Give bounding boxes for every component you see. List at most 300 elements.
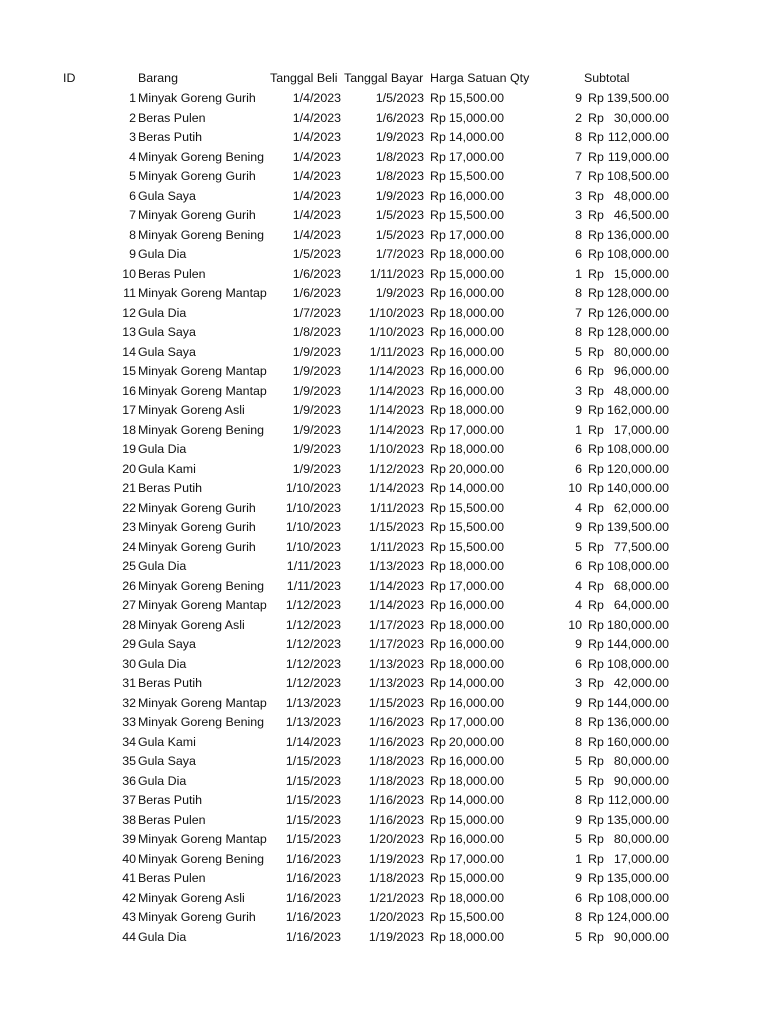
cell-subtotal: 160,000.00 [606,734,669,749]
cell-qty: 1 [575,422,582,437]
cell-subtotal: 135,000.00 [606,871,669,885]
cell-tanggal-bayar: 1/11/2023 [369,500,424,515]
cell-qty: 5 [575,773,582,788]
cell-harga-satuan: 16,000.00 [448,695,504,710]
table-row [0,674,768,694]
cell-harga-satuan: 18,000.00 [448,656,504,671]
cell-tanggal-beli: 1/12/2023 [285,598,341,612]
cell-subtotal-currency: Rp [588,715,604,729]
cell-barang: Beras Putih [138,793,203,807]
cell-harga-satuan: 15,500.00 [448,169,504,183]
cell-tanggal-beli: 1/12/2023 [285,656,341,671]
cell-subtotal: 144,000.00 [606,695,669,710]
cell-id: 25 [122,559,136,573]
cell-qty: 9 [575,812,582,827]
cell-qty: 8 [575,227,582,242]
table-row [0,187,768,207]
cell-subtotal-currency: Rp [588,929,604,944]
cell-tanggal-bayar: 1/13/2023 [368,676,424,690]
table-row [0,284,768,304]
cell-tanggal-bayar: 1/10/2023 [368,305,424,320]
cell-subtotal-currency: Rp [588,871,604,885]
cell-tanggal-beli: 1/9/2023 [292,383,341,398]
cell-subtotal: 68,000.00 [613,578,669,593]
cell-harga-currency: Rp [430,578,446,593]
cell-id: 7 [129,208,136,222]
cell-tanggal-beli: 1/4/2023 [292,208,341,222]
cell-subtotal-currency: Rp [588,461,604,476]
cell-harga-satuan: 15,000.00 [448,871,504,885]
cell-tanggal-beli: 1/13/2023 [285,695,341,710]
cell-tanggal-beli: 1/7/2023 [292,305,341,320]
cell-harga-currency: Rp [430,539,446,554]
cell-subtotal-currency: Rp [588,247,604,261]
cell-id: 3 [129,130,136,144]
cell-harga-satuan: 14,000.00 [448,676,504,690]
cell-harga-currency: Rp [430,773,446,788]
cell-barang: Beras Putih [138,481,203,495]
cell-subtotal-currency: Rp [588,773,604,788]
cell-subtotal: 108,000.00 [606,442,669,456]
cell-id: 1 [129,91,136,105]
cell-qty: 7 [575,169,582,183]
cell-tanggal-bayar: 1/12/2023 [368,461,424,476]
cell-id: 36 [122,773,136,788]
cell-subtotal-currency: Rp [588,676,604,690]
header-barang: Barang [138,71,178,85]
table-row [0,518,768,538]
cell-tanggal-bayar: 1/20/2023 [368,910,424,924]
cell-harga-satuan: 15,000.00 [448,812,504,827]
table-row [0,596,768,616]
cell-harga-currency: Rp [430,110,446,125]
cell-id: 11 [123,286,136,300]
cell-subtotal: 126,000.00 [606,305,669,320]
cell-harga-satuan: 16,000.00 [448,344,504,359]
cell-qty: 3 [575,383,582,398]
cell-qty: 9 [575,91,582,105]
cell-qty: 6 [575,247,582,261]
cell-tanggal-bayar: 1/14/2023 [368,364,424,378]
cell-subtotal-currency: Rp [588,286,604,300]
cell-harga-currency: Rp [430,929,446,944]
cell-harga-currency: Rp [430,617,446,632]
table-row [0,869,768,889]
cell-tanggal-bayar: 1/17/2023 [368,637,424,651]
cell-harga-currency: Rp [430,656,446,671]
cell-harga-currency: Rp [430,227,446,242]
cell-tanggal-bayar: 1/11/2023 [369,539,424,554]
cell-harga-satuan: 14,000.00 [448,130,504,144]
table-row [0,362,768,382]
cell-tanggal-beli: 1/4/2023 [292,149,341,164]
cell-barang: Gula Dia [138,929,187,944]
cell-tanggal-bayar: 1/21/2023 [368,890,424,905]
table-row [0,245,768,265]
cell-barang: Gula Dia [138,442,187,456]
cell-subtotal-currency: Rp [588,227,604,242]
cell-harga-currency: Rp [430,734,446,749]
table-row [0,226,768,246]
cell-subtotal: 108,000.00 [606,656,669,671]
cell-harga-satuan: 15,000.00 [448,266,504,281]
cell-subtotal: 108,000.00 [606,559,669,573]
cell-subtotal: 80,000.00 [613,754,669,768]
cell-tanggal-bayar: 1/18/2023 [368,773,424,788]
cell-subtotal-currency: Rp [588,637,604,651]
cell-harga-satuan: 15,500.00 [448,500,504,515]
cell-tanggal-beli: 1/16/2023 [285,871,341,885]
cell-tanggal-bayar: 1/16/2023 [368,812,424,827]
cell-subtotal: 96,000.00 [613,364,669,378]
cell-id: 10 [122,266,136,281]
cell-subtotal-currency: Rp [588,559,604,573]
cell-tanggal-bayar: 1/5/2023 [375,227,424,242]
cell-subtotal: 108,000.00 [606,890,669,905]
cell-qty: 4 [575,500,582,515]
cell-tanggal-beli: 1/15/2023 [285,773,341,788]
cell-tanggal-beli: 1/16/2023 [285,851,341,866]
cell-tanggal-beli: 1/4/2023 [292,227,341,242]
cell-subtotal-currency: Rp [588,520,604,534]
table-row [0,889,768,909]
cell-subtotal-currency: Rp [588,208,604,222]
cell-subtotal-currency: Rp [588,500,604,515]
table-row [0,908,768,928]
cell-tanggal-beli: 1/15/2023 [285,812,341,827]
cell-barang: Gula Saya [138,754,196,768]
cell-harga-satuan: 15,500.00 [448,520,504,534]
cell-tanggal-beli: 1/4/2023 [292,169,341,183]
table-row [0,401,768,421]
cell-tanggal-beli: 1/11/2023 [286,578,341,593]
cell-subtotal: 42,000.00 [613,676,669,690]
cell-tanggal-bayar: 1/16/2023 [368,793,424,807]
cell-id: 37 [122,793,136,807]
cell-harga-currency: Rp [430,890,446,905]
table-row [0,616,768,636]
cell-barang: Gula Dia [138,656,187,671]
cell-barang: Beras Pulen [138,871,206,885]
cell-harga-currency: Rp [430,130,446,144]
cell-subtotal: 119,000.00 [607,149,669,164]
cell-subtotal: 90,000.00 [613,929,669,944]
cell-qty: 8 [575,286,582,300]
cell-id: 43 [122,910,136,924]
cell-tanggal-bayar: 1/9/2023 [375,188,424,203]
cell-subtotal-currency: Rp [588,422,604,437]
cell-tanggal-bayar: 1/14/2023 [368,383,424,398]
cell-subtotal: 112,000.00 [607,793,669,807]
cell-subtotal: 135,000.00 [606,812,669,827]
table-row [0,304,768,324]
table-row [0,830,768,850]
cell-harga-satuan: 15,500.00 [448,208,504,222]
cell-id: 31 [122,676,136,690]
cell-harga-currency: Rp [430,364,446,378]
cell-subtotal-currency: Rp [588,754,604,768]
cell-tanggal-bayar: 1/20/2023 [368,832,424,846]
cell-harga-satuan: 15,000.00 [448,110,504,125]
cell-subtotal-currency: Rp [588,325,604,339]
cell-subtotal-currency: Rp [588,793,604,807]
cell-tanggal-beli: 1/16/2023 [285,929,341,944]
cell-barang: Beras Putih [138,130,203,144]
cell-subtotal: 15,000.00 [613,266,669,281]
cell-harga-currency: Rp [430,910,446,924]
cell-tanggal-beli: 1/15/2023 [285,754,341,768]
cell-qty: 9 [575,637,582,651]
cell-barang: Minyak Goreng Mantap [138,695,267,710]
cell-tanggal-bayar: 1/11/2023 [369,266,424,281]
cell-id: 9 [129,247,136,261]
cell-subtotal-currency: Rp [588,364,604,378]
cell-qty: 8 [575,793,582,807]
cell-tanggal-beli: 1/15/2023 [285,832,341,846]
cell-barang: Minyak Goreng Bening [138,578,265,593]
table-row [0,772,768,792]
table-row [0,382,768,402]
cell-tanggal-bayar: 1/19/2023 [368,929,424,944]
cell-subtotal: 136,000.00 [606,227,669,242]
cell-barang: Minyak Goreng Gurih [138,208,256,222]
cell-tanggal-bayar: 1/6/2023 [375,110,424,125]
cell-subtotal-currency: Rp [588,832,604,846]
cell-tanggal-beli: 1/12/2023 [285,676,341,690]
cell-tanggal-beli: 1/14/2023 [285,734,341,749]
cell-harga-satuan: 16,000.00 [448,637,504,651]
cell-id: 19 [122,442,136,456]
cell-subtotal: 144,000.00 [606,637,669,651]
cell-barang: Minyak Goreng Asli [138,403,245,417]
cell-harga-currency: Rp [430,715,446,729]
table-row [0,499,768,519]
cell-id: 24 [122,539,136,554]
cell-barang: Minyak Goreng Mantap [138,832,267,846]
cell-tanggal-bayar: 1/14/2023 [368,578,424,593]
cell-harga-currency: Rp [430,442,446,456]
cell-tanggal-bayar: 1/14/2023 [368,481,424,495]
cell-subtotal: 80,000.00 [613,832,669,846]
table-row [0,109,768,129]
cell-tanggal-bayar: 1/10/2023 [368,442,424,456]
cell-barang: Minyak Goreng Gurih [138,539,256,554]
cell-subtotal: 128,000.00 [606,325,669,339]
cell-harga-currency: Rp [430,754,446,768]
cell-harga-currency: Rp [430,598,446,612]
cell-tanggal-beli: 1/4/2023 [292,91,341,105]
cell-tanggal-beli: 1/16/2023 [285,910,341,924]
cell-id: 22 [122,500,136,515]
cell-id: 4 [129,149,136,164]
cell-barang: Gula Dia [138,305,187,320]
cell-harga-satuan: 18,000.00 [448,403,504,417]
cell-tanggal-beli: 1/12/2023 [285,617,341,632]
cell-tanggal-beli: 1/12/2023 [285,637,341,651]
cell-qty: 7 [575,149,582,164]
cell-harga-satuan: 16,000.00 [448,364,504,378]
cell-tanggal-bayar: 1/15/2023 [368,695,424,710]
cell-tanggal-beli: 1/9/2023 [292,422,341,437]
cell-harga-satuan: 17,000.00 [448,422,504,437]
table-row [0,928,768,948]
cell-subtotal: 180,000.00 [606,617,669,632]
cell-harga-currency: Rp [430,169,446,183]
cell-barang: Minyak Goreng Bening [138,149,265,164]
cell-subtotal: 120,000.00 [606,461,669,476]
table-row [0,752,768,772]
cell-harga-satuan: 15,500.00 [448,539,504,554]
cell-barang: Minyak Goreng Mantap [138,383,267,398]
cell-harga-satuan: 20,000.00 [448,461,504,476]
table-row [0,557,768,577]
cell-harga-currency: Rp [430,91,446,105]
cell-subtotal: 30,000.00 [613,110,669,125]
cell-harga-currency: Rp [430,422,446,437]
cell-qty: 1 [575,851,582,866]
cell-tanggal-bayar: 1/17/2023 [368,617,424,632]
cell-barang: Beras Pulen [138,110,206,125]
cell-harga-currency: Rp [430,832,446,846]
cell-id: 41 [122,871,136,885]
cell-subtotal: 140,000.00 [606,481,669,495]
cell-harga-satuan: 17,000.00 [448,227,504,242]
table-row [0,89,768,109]
cell-tanggal-bayar: 1/13/2023 [368,656,424,671]
cell-subtotal: 136,000.00 [606,715,669,729]
cell-subtotal: 112,000.00 [607,130,669,144]
cell-subtotal: 139,500.00 [606,91,669,105]
cell-subtotal: 139,500.00 [606,520,669,534]
cell-tanggal-bayar: 1/5/2023 [375,91,424,105]
cell-subtotal-currency: Rp [588,890,604,905]
cell-subtotal: 108,000.00 [606,247,669,261]
cell-harga-currency: Rp [430,793,446,807]
cell-harga-currency: Rp [430,383,446,398]
cell-subtotal: 48,000.00 [613,188,669,203]
header-tanggal-beli: Tanggal Beli [270,71,338,85]
cell-barang: Beras Putih [138,676,203,690]
table-row [0,538,768,558]
cell-subtotal: 64,000.00 [613,598,669,612]
cell-barang: Gula Dia [138,773,187,788]
cell-harga-currency: Rp [430,812,446,827]
cell-harga-satuan: 15,500.00 [448,910,504,924]
cell-tanggal-bayar: 1/8/2023 [375,169,424,183]
cell-tanggal-bayar: 1/18/2023 [368,871,424,885]
cell-harga-satuan: 17,000.00 [448,578,504,593]
cell-qty: 8 [575,325,582,339]
cell-tanggal-beli: 1/4/2023 [292,188,341,203]
cell-qty: 3 [575,208,582,222]
table-row [0,577,768,597]
cell-subtotal: 62,000.00 [613,500,669,515]
cell-tanggal-bayar: 1/18/2023 [368,754,424,768]
cell-id: 2 [129,110,136,125]
cell-harga-satuan: 16,000.00 [448,598,504,612]
cell-barang: Minyak Goreng Gurih [138,91,256,105]
cell-qty: 9 [575,520,582,534]
cell-barang: Gula Kami [138,461,196,476]
cell-subtotal-currency: Rp [588,695,604,710]
cell-harga-currency: Rp [430,208,446,222]
cell-tanggal-bayar: 1/14/2023 [368,422,424,437]
cell-subtotal: 80,000.00 [613,344,669,359]
cell-id: 18 [122,422,136,437]
table-row [0,167,768,187]
cell-harga-currency: Rp [430,461,446,476]
cell-harga-currency: Rp [430,286,446,300]
cell-qty: 3 [575,188,582,203]
cell-id: 26 [122,578,136,593]
cell-tanggal-beli: 1/16/2023 [285,890,341,905]
cell-id: 23 [122,520,136,534]
cell-harga-satuan: 16,000.00 [448,325,504,339]
cell-harga-currency: Rp [430,481,446,495]
cell-barang: Minyak Goreng Mantap [138,598,267,612]
cell-id: 34 [122,734,136,749]
table-row [0,635,768,655]
cell-tanggal-beli: 1/4/2023 [292,110,341,125]
cell-tanggal-bayar: 1/9/2023 [375,130,424,144]
cell-subtotal-currency: Rp [588,598,604,612]
cell-qty: 5 [575,344,582,359]
cell-barang: Minyak Goreng Bening [138,422,265,437]
cell-subtotal-currency: Rp [588,188,604,203]
cell-harga-currency: Rp [430,266,446,281]
cell-barang: Gula Dia [138,247,187,261]
table-row [0,460,768,480]
cell-id: 38 [122,812,136,827]
cell-subtotal-currency: Rp [588,149,604,164]
cell-subtotal: 108,500.00 [606,169,669,183]
table-row [0,811,768,831]
cell-qty: 6 [575,559,582,573]
cell-harga-satuan: 18,000.00 [448,890,504,905]
cell-id: 35 [122,754,136,768]
cell-subtotal-currency: Rp [588,851,604,866]
cell-subtotal-currency: Rp [588,578,604,593]
cell-barang: Beras Pulen [138,266,206,281]
cell-qty: 4 [575,578,582,593]
cell-tanggal-bayar: 1/9/2023 [375,286,424,300]
cell-barang: Minyak Goreng Gurih [138,500,256,515]
cell-harga-satuan: 17,000.00 [448,149,504,164]
cell-qty: 6 [575,461,582,476]
cell-harga-satuan: 17,000.00 [448,715,504,729]
cell-tanggal-beli: 1/10/2023 [285,539,341,554]
cell-tanggal-beli: 1/9/2023 [292,364,341,378]
header-tanggal-bayar: Tanggal Bayar [344,71,424,85]
cell-harga-satuan: 15,500.00 [448,91,504,105]
cell-barang: Gula Saya [138,325,196,339]
cell-subtotal-currency: Rp [588,442,604,456]
cell-qty: 7 [575,305,582,320]
cell-id: 21 [122,481,136,495]
cell-qty: 6 [575,364,582,378]
cell-subtotal: 124,000.00 [606,910,669,924]
cell-qty: 3 [575,676,582,690]
cell-subtotal-currency: Rp [588,481,604,495]
table-row [0,265,768,285]
cell-qty: 9 [575,403,582,417]
cell-harga-satuan: 18,000.00 [448,247,504,261]
cell-tanggal-beli: 1/10/2023 [285,520,341,534]
cell-harga-currency: Rp [430,305,446,320]
cell-harga-currency: Rp [430,559,446,573]
cell-harga-satuan: 18,000.00 [448,305,504,320]
cell-subtotal: 48,000.00 [613,383,669,398]
